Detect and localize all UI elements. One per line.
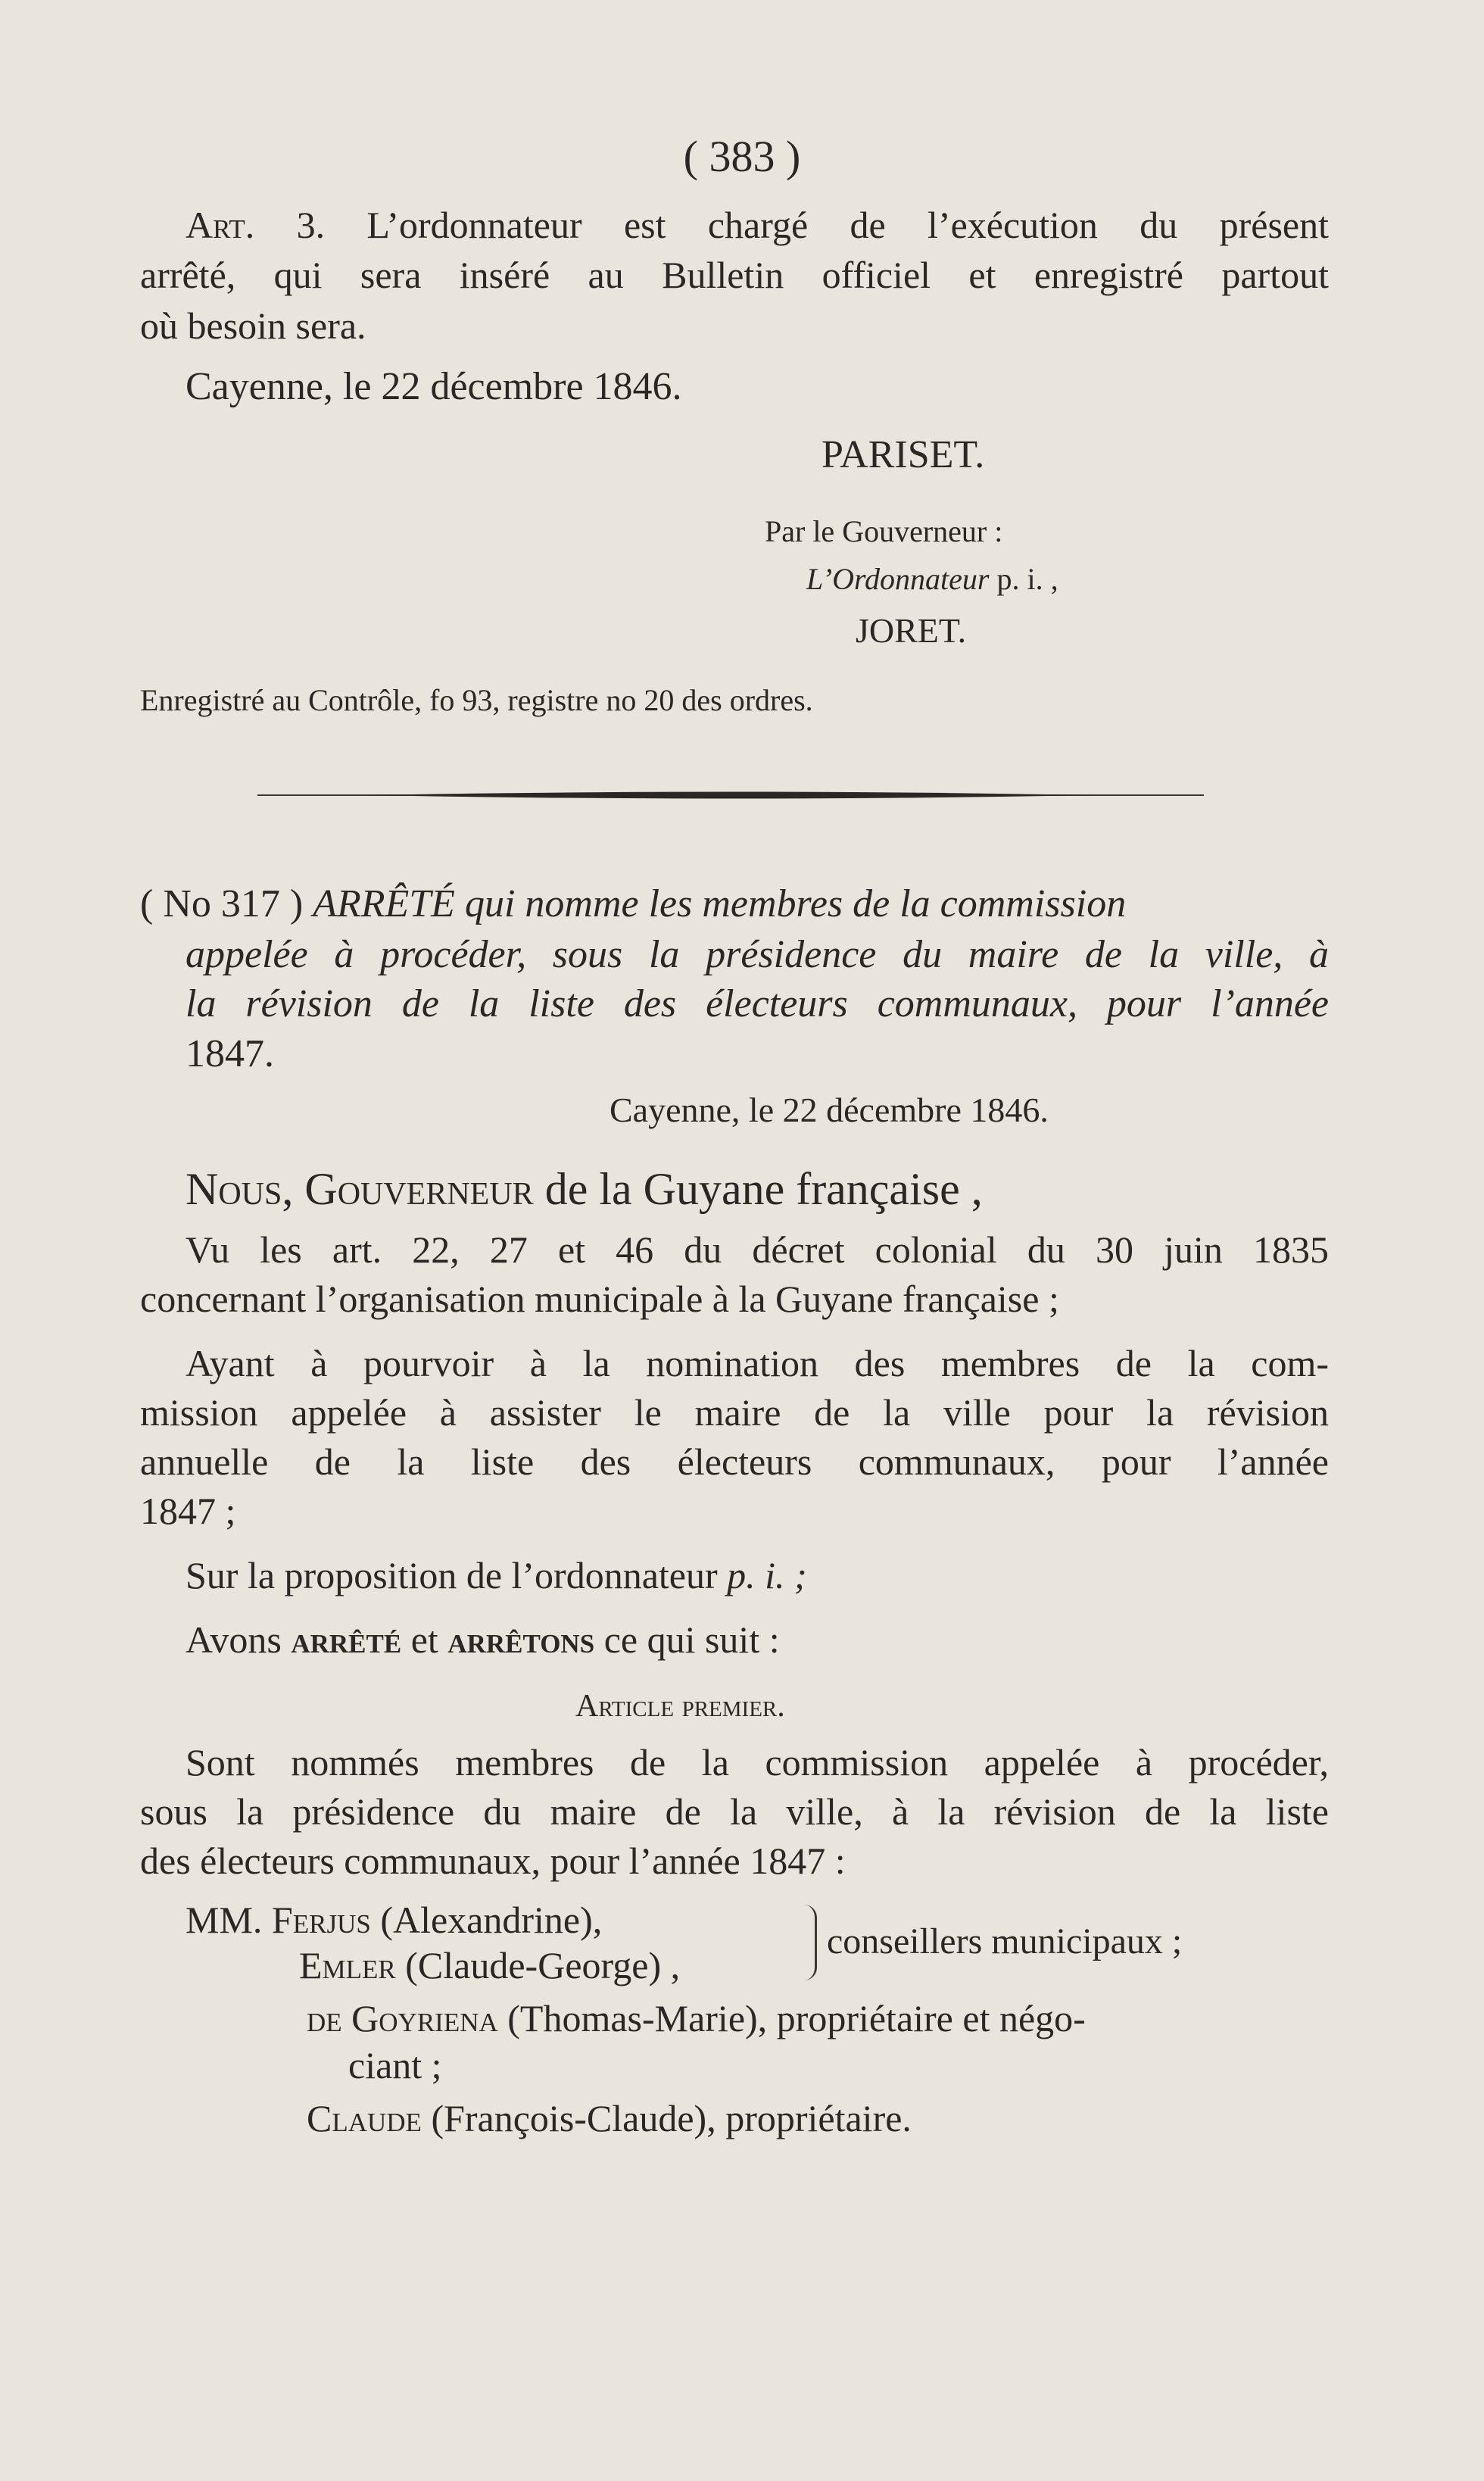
ayant-line-3: annuelle de la liste des électeurs communaux, pour l’année: [140, 1440, 1329, 1483]
ordonnateur-suffix: p. i. ,: [989, 562, 1058, 596]
art3-label: Art.: [186, 204, 255, 246]
member-ferjus-name: Ferjus: [271, 1899, 371, 1941]
members-brace: [804, 1905, 817, 1980]
place-date-1: Cayenne, le 22 décembre 1846.: [186, 365, 682, 408]
page-number: ( 383 ): [683, 132, 801, 181]
arretons-word: arrêtons: [447, 1618, 595, 1661]
avons-rest: ce qui suit :: [603, 1618, 780, 1661]
member-claude-rest: (François-Claude), propriétaire.: [431, 2097, 912, 2139]
decree-number: ( No 317 ): [140, 882, 304, 925]
ayant-line-4: 1847 ;: [140, 1490, 236, 1532]
nous-word: Nous,: [186, 1164, 294, 1214]
art3-text: L’ordonnateur est chargé de l’exécution du présent: [366, 204, 1329, 246]
decree-heading-line-1: [140, 882, 1127, 925]
avons-word: Avons: [186, 1618, 282, 1661]
member-claude-line: [307, 2099, 912, 2137]
sont-nommes-line-3: des électeurs communaux, pour l’année 1847 :: [140, 1840, 846, 1882]
sur-la-proposition-pi: p. i. ;: [727, 1554, 807, 1596]
nous-rest: de la Guyane française ,: [544, 1164, 983, 1214]
member-ferjus-first: (Alexandrine),: [380, 1899, 603, 1941]
member-goyriena-name: de Goyriena: [307, 1997, 498, 2039]
member-goyriena-cont: ciant ;: [348, 2044, 442, 2086]
enregistre-line: Enregistré au Contrôle, fo 93, registre no 20 des ordres.: [140, 683, 813, 717]
member-emler-line: [299, 1946, 680, 1984]
article-premier-heading: Article premier.: [575, 1689, 785, 1724]
sont-nommes-line-2: sous la présidence du maire de la ville, à la révision de la liste: [140, 1790, 1329, 1833]
ayant-line-2: mission appelée à assister le maire de la ville pour la révision: [140, 1391, 1329, 1434]
sur-la-proposition-line: [186, 1556, 807, 1594]
member-claude-name: Claude: [307, 2097, 422, 2139]
et-word: et: [410, 1618, 438, 1661]
art3-line-1: [186, 206, 1329, 244]
member-goyriena-rest: (Thomas-Marie), propriétaire et négo-: [507, 1997, 1086, 2039]
member-ferjus-line: [186, 1901, 602, 1939]
signature-pariset: PARISET.: [822, 433, 985, 476]
decree-title-line-2: appelée à procéder, sous la présidence du maire de la ville, à: [186, 933, 1329, 976]
decree-title-line-4: 1847.: [186, 1032, 274, 1075]
par-le-gouverneur: Par le Gouverneur :: [765, 514, 1003, 548]
sont-nommes-line-1: Sont nommés membres de la commission appelée à procéder,: [186, 1741, 1329, 1784]
member-emler-first: (Claude-George) ,: [405, 1944, 681, 1986]
member-goyriena-line: [307, 1999, 1086, 2037]
ayant-line-1: Ayant à pourvoir à la nomination des membres de la com-: [186, 1342, 1329, 1384]
decree-title-line-3: la révision de la liste des électeurs communaux, pour l’année: [186, 982, 1329, 1025]
conseillers-municipaux: conseillers municipaux ;: [827, 1921, 1183, 1961]
ordonnateur-title: L’Ordonnateur: [806, 562, 990, 596]
place-date-2: Cayenne, le 22 décembre 1846.: [610, 1091, 1049, 1129]
signature-joret: JORET.: [856, 611, 967, 650]
ordonnateur-line: [806, 564, 1058, 595]
art3-num: 3.: [296, 204, 326, 246]
sur-la-proposition-text: Sur la proposition de l’ordonnateur: [186, 1554, 728, 1596]
section-divider: [257, 788, 1204, 803]
decree-title-l1: qui nomme les membres de la commission: [464, 882, 1127, 925]
gouverneur-word: Gouverneur: [304, 1164, 534, 1214]
vu-line-1: Vu les art. 22, 27 et 46 du décret colonial du 30 juin 1835: [186, 1228, 1329, 1271]
vu-line-2: concernant l’organisation municipale à la Guyane française ;: [140, 1278, 1059, 1320]
art3-line-3: où besoin sera.: [140, 304, 366, 347]
mm-label: MM.: [186, 1899, 263, 1941]
member-emler-name: Emler: [299, 1944, 396, 1986]
avons-arrete-line: [186, 1618, 780, 1661]
arrete-word: arrêté: [291, 1618, 402, 1661]
nous-gouverneur-line: [186, 1166, 983, 1212]
decree-title-word: ARRÊTÉ: [313, 882, 455, 925]
art3-line-2: arrêté, qui sera inséré au Bulletin officiel et enregistré partout: [140, 254, 1329, 296]
